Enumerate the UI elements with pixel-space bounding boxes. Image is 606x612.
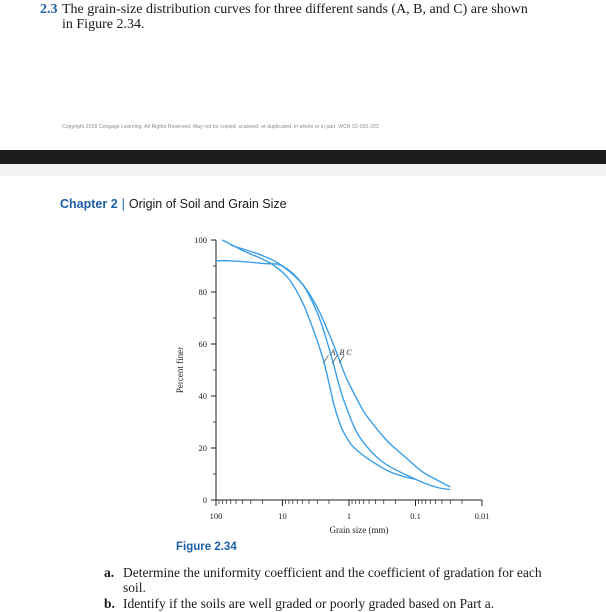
chart-labels (175, 235, 489, 535)
curve-c (231, 245, 450, 487)
x-tick-label: 0.1 (410, 511, 421, 521)
chart-axes (211, 240, 482, 506)
x-tick-label: 1 (346, 511, 352, 521)
problem-number: 2.3 (40, 2, 58, 17)
question-b-text: Identify if the soils are well graded or poorly graded based on Part a. (123, 596, 495, 611)
chapter-separator: | (121, 197, 125, 211)
y-tick-label: 100 (194, 235, 207, 245)
problem-text: The grain-size distribution curves for three different sands (A, B, and C) are shown in Figure 2.34. (62, 2, 528, 32)
curve-label-b: B (339, 348, 345, 357)
chapter-number: Chapter 2 (60, 197, 118, 211)
curve-a (222, 240, 415, 479)
y-axis-label: Percent finer (175, 346, 185, 394)
curve-b (216, 261, 450, 490)
figure-caption: Figure 2.34 (176, 541, 237, 553)
chapter-title: Origin of Soil and Grain Size (128, 197, 287, 211)
x-tick-label: 0.01 (474, 511, 490, 521)
question-a-label: a. (104, 565, 115, 580)
copyright-notice: Copyright 2018 Cengage Learning. All Rights Reserved. May not be copied, scanned, or duplicated, in whole or in part. WCN 02-200-203 (62, 124, 379, 130)
y-tick-label: 60 (198, 339, 207, 349)
y-tick-label: 0 (202, 495, 207, 505)
x-axis-label: Grain size (mm) (329, 525, 389, 535)
question-b-label: b. (104, 596, 115, 611)
x-tick-label: 100 (209, 511, 223, 521)
chart-series (216, 240, 450, 490)
question-a-text: Determine the uniformity coefficient and the coefficient of gradation for each soil. (123, 565, 542, 595)
leader-a (324, 355, 329, 363)
y-tick-label: 20 (198, 443, 207, 453)
y-tick-label: 80 (198, 287, 207, 297)
curve-label-c: C (346, 348, 352, 357)
x-tick-label: 10 (278, 511, 287, 521)
curve-label-a: A (330, 348, 336, 357)
y-tick-label: 40 (198, 391, 207, 401)
